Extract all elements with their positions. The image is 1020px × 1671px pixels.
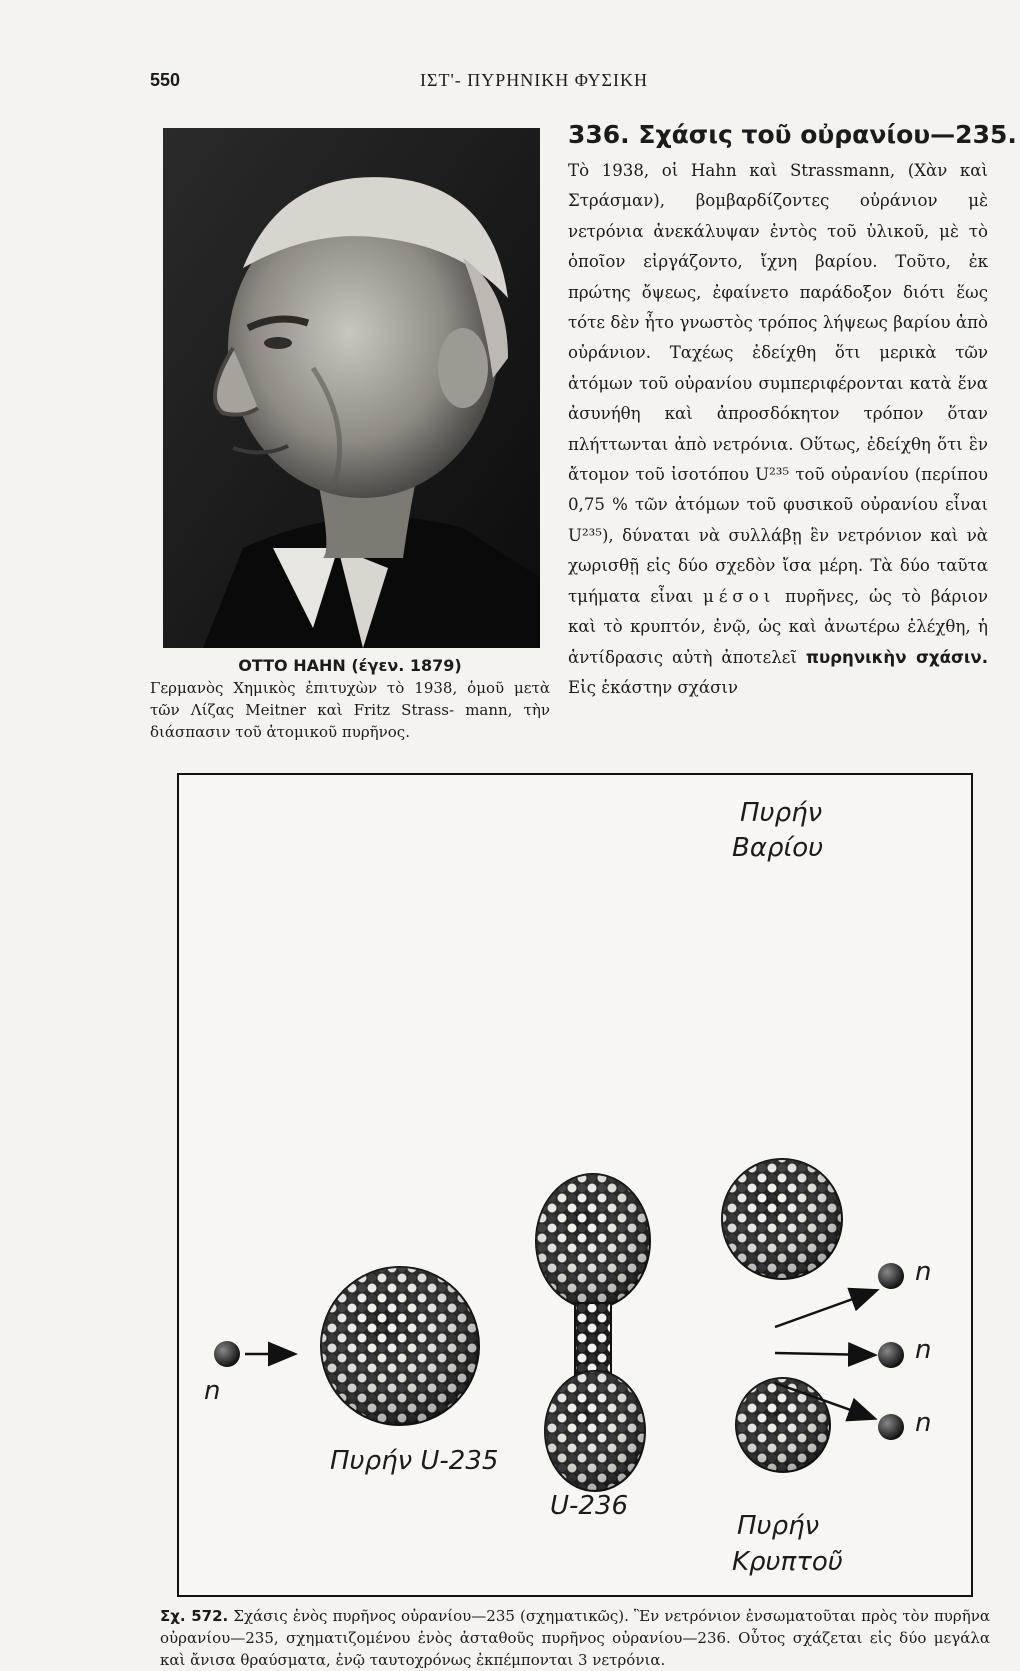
incoming-neutron xyxy=(214,1341,240,1367)
fission-diagram xyxy=(177,773,973,1597)
figure-caption xyxy=(160,1605,990,1671)
outgoing-neutron-2 xyxy=(878,1342,904,1368)
section-paragraph-2: πυρῆνες, ὡς τὸ βάριον καὶ τὸ κρυπτόν, ἐνῷ, ὡς καὶ ἀνωτέρω ἐλέχθη, ἡ ἀντίδρασις αὐτὴ ἀποτελεῖ xyxy=(568,586,988,667)
bold-term: πυρηνικὴν σχάσιν. xyxy=(805,647,988,667)
section-paragraph-3: Εἰς ἑκάστην σχάσιν xyxy=(568,677,738,697)
spaced-word: μέσοι xyxy=(703,586,776,606)
barium-nucleus xyxy=(722,1159,842,1279)
u235-nucleus xyxy=(321,1267,479,1425)
portrait-name: OTTO HAHN (έγεν. 1879) xyxy=(238,656,462,675)
label-u236: U-236 xyxy=(550,1491,629,1521)
figure-caption-text: Σχάσις ἑνὸς πυρῆνος οὐρανίου—235 (σχηματικῶς). Ἓν νετρόνιον ἐνσωματοῦται πρὸς τὸν πυρῆνα οὐρανίου—235, σχηματιζομένου ἑνὸς ἀσταθοῦς πυρῆνος οὐρανίου—236. Οὗτος σχάζεται εἰς δύο μεγάλα καὶ ἄνισα θραύσματα, ἐνῷ ταυτοχρόνως ἐκπέμπονται 3 νετρόνια. xyxy=(160,1607,990,1669)
outgoing-neutron-1 xyxy=(878,1263,904,1289)
portrait-caption xyxy=(150,655,550,743)
section-336 xyxy=(568,118,1017,703)
label-neutron-out-2: n xyxy=(915,1335,932,1365)
portrait-illustration xyxy=(163,128,540,648)
section-heading: 336. Σχάσις τοῦ οὐρανίου—235. xyxy=(568,120,1017,149)
page-number: 550 xyxy=(150,70,181,90)
section-paragraph-1: Τὸ 1938, οἱ Hahn καὶ Strassmann, (Χὰν καὶ Στράσμαν), βομβαρδίζοντες οὐράνιον μὲ νετρόνια ἀνεκάλυψαν ἐντὸς τοῦ ὑλικοῦ, μὲ τὸ ὁποῖον εἰργάζοντο, ἴχνη βαρίου. Τοῦτο, ἐκ πρώτης ὄψεως, ἐφαίνετο παράδοξον διότι ἕως τότε δὲν ἦτο γνωστὸς τρόπος λήψεως βαρίου ἀπὸ οὐράνιον. Ταχέως ἐδείχθη ὅτι μερικὰ τῶν ἀτόμων τοῦ οὐρανίου συμπεριφέρονται κατὰ ἕνα ἀσυνήθη καὶ ἀπροσδόκητον τρόπον ὅταν πλήττωνται ἀπὸ νετρόνια. Οὕτως, ἐδείχθη ὅτι ἓν ἄτομον τοῦ ἰσοτόπου U²³⁵ τοῦ οὐρανίου (περίπου 0,75 % τῶν ἀτόμων τοῦ φυσικοῦ οὐρανίου εἶναι U²³⁵), δύναται νὰ συλλάβῃ ἓν νετρόνιον καὶ νὰ χωρισθῇ εἰς δύο σχεδὸν ἴσα μέρη. Τὰ δύο ταῦτα τμήματα εἶναι xyxy=(568,161,988,606)
section-body xyxy=(568,156,988,703)
label-krypton-1: Πυρήν xyxy=(737,1511,820,1541)
fission-figure xyxy=(177,773,975,1598)
label-neutron-out-1: n xyxy=(915,1257,932,1287)
label-barium-1: Πυρήν xyxy=(740,798,823,828)
label-krypton-2: Κρυπτοῦ xyxy=(732,1547,843,1577)
figure-caption-label: Σχ. 572. xyxy=(160,1607,229,1625)
label-u235: Πυρήν U-235 xyxy=(330,1446,499,1476)
krypton-nucleus xyxy=(736,1378,830,1472)
outgoing-neutron-3 xyxy=(878,1414,904,1440)
running-head: ΙΣΤ'- ΠΥΡΗΝΙΚΗ ΦΥΣΙΚΗ xyxy=(420,70,648,90)
portrait-description: Γερμανὸς Χημικὸς ἐπιτυχὼν τὸ 1938, ὁμοῦ μετὰ τῶν Λίζας Meitner καὶ Fritz Strass- mann, τὴν διάσπασιν τοῦ ἀτομικοῦ πυρῆνος. xyxy=(150,679,550,741)
page-header xyxy=(150,70,990,100)
label-neutron-out-3: n xyxy=(915,1408,932,1438)
portrait-photo xyxy=(163,128,540,648)
label-barium-2: Βαρίου xyxy=(732,833,824,863)
label-neutron-in: n xyxy=(204,1376,221,1406)
